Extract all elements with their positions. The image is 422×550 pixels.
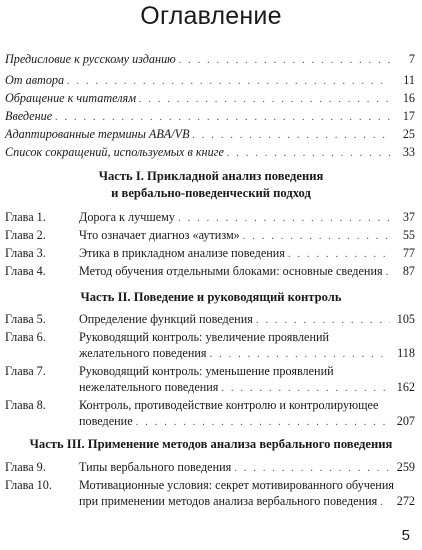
entry-label: От автора — [5, 73, 65, 87]
dot-leader — [386, 264, 390, 280]
chapter-page: 77 — [402, 246, 415, 260]
chapter-title: Руководящий контроль: уменьшение проявлений — [79, 364, 334, 378]
entry-page: 33 — [402, 145, 415, 159]
chapter-label: Глава 3. — [5, 246, 46, 260]
dot-leader — [256, 312, 390, 328]
page-title: Оглавление — [140, 2, 282, 30]
chapter-label: Глава 5. — [5, 312, 46, 326]
dot-leader — [288, 246, 390, 262]
dot-leader — [227, 145, 390, 161]
page-number: 5 — [401, 527, 410, 544]
dot-leader — [221, 380, 390, 396]
entry-label: Адаптированные термины ABA/VB — [5, 127, 190, 141]
chapter-title: Дорога к лучшему — [79, 210, 175, 224]
chapter-label: Глава 1. — [5, 210, 46, 224]
dot-leader — [179, 52, 390, 68]
entry-page: 11 — [403, 73, 415, 87]
part-title-line: и вербально-поведенческий подход — [111, 186, 311, 200]
chapter-title: Что означает диагноз «аутизм» — [79, 228, 240, 242]
dot-leader — [139, 91, 390, 107]
chapter-page: 105 — [396, 312, 415, 326]
chapter-label: Глава 8. — [5, 398, 46, 412]
toc-entry[interactable] — [5, 108, 415, 124]
dot-leader — [243, 228, 390, 244]
dot-leader — [67, 73, 390, 89]
chapter-page: 37 — [402, 210, 415, 224]
entry-page: 16 — [402, 91, 415, 105]
chapter-page: 55 — [402, 228, 415, 242]
chapter-label: Глава 6. — [5, 330, 46, 344]
dot-leader — [136, 414, 390, 430]
chapter-title: Определение функций поведения — [79, 312, 253, 326]
chapter-title: желательного поведения — [79, 346, 207, 360]
chapter-title: Мотивационные условия: секрет мотивированного обучения — [79, 478, 394, 492]
entry-label: Список сокращений, используемых в книге — [5, 145, 224, 159]
chapter-page: 259 — [396, 460, 415, 474]
part-title-line: Часть II. Поведение и руководящий контроль — [80, 290, 342, 304]
dot-leader — [55, 109, 390, 125]
chapter-label: Глава 10. — [5, 478, 52, 492]
dot-leader — [234, 460, 390, 476]
chapter-label: Глава 7. — [5, 364, 46, 378]
chapter-title: Этика в прикладном анализе поведения — [79, 246, 285, 260]
chapter-title: Руководящий контроль: увеличение проявлений — [79, 330, 330, 344]
chapter-page: 162 — [396, 380, 415, 394]
part-heading — [0, 289, 422, 306]
entry-label: Введение — [5, 109, 53, 123]
toc-entry[interactable] — [5, 72, 415, 88]
part-title-line: Часть I. Прикладной анализ поведения — [98, 169, 324, 183]
toc-entry[interactable] — [5, 144, 415, 160]
chapter-title: нежелательного поведения — [79, 380, 219, 394]
chapter-page: 87 — [402, 264, 415, 278]
toc-entry[interactable] — [5, 90, 415, 106]
entry-label: Предисловие к русскому изданию — [5, 52, 176, 66]
chapter-label: Глава 2. — [5, 228, 46, 242]
dot-leader — [193, 127, 390, 143]
chapter-title: Метод обучения отдельными блоками: основные сведения — [79, 264, 383, 278]
part-heading — [0, 436, 422, 453]
chapter-title: при применении методов анализа вербального поведения — [79, 494, 378, 508]
entry-label: Обращение к читателям — [5, 91, 136, 105]
part-title-line: Часть III. Применение методов анализа вербального поведения — [29, 437, 393, 451]
part-heading — [0, 168, 422, 202]
dot-leader — [380, 494, 390, 510]
toc-entry[interactable] — [5, 51, 415, 67]
chapter-page: 118 — [397, 346, 415, 360]
entry-page: 7 — [408, 52, 415, 66]
chapter-label: Глава 4. — [5, 264, 46, 278]
chapter-title: Контроль, противодействие контролю и контролирующее — [79, 398, 379, 412]
toc-entry[interactable] — [5, 126, 415, 142]
entry-page: 17 — [402, 109, 415, 123]
entry-page: 25 — [402, 127, 415, 141]
chapter-page: 207 — [396, 414, 415, 428]
chapter-label: Глава 9. — [5, 460, 46, 474]
dot-leader — [209, 346, 390, 362]
chapter-title: Типы вербального поведения — [79, 460, 232, 474]
chapter-page: 272 — [396, 494, 415, 508]
dot-leader — [178, 210, 390, 226]
chapter-title: поведение — [79, 414, 133, 428]
